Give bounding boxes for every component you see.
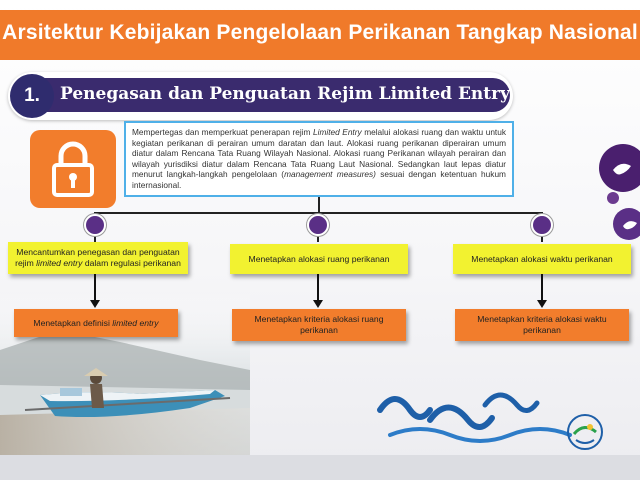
- description-emphasis-management: management measures): [284, 169, 376, 179]
- branch-left-yellow-text-end: dalam regulasi perikanan: [82, 258, 181, 268]
- fish-emblem-icon: [531, 214, 553, 236]
- branch-middle-orange-text: Menetapkan kriteria alokasi ruang perikanan: [254, 314, 384, 335]
- branch-left-orange-box: [14, 309, 178, 337]
- fish-emblem-icon: [307, 214, 329, 236]
- branch-middle-orange-box: [232, 309, 406, 341]
- page-title: Arsitektur Kebijakan Pengelolaan Perikanan Tangkap Nasional: [2, 21, 638, 44]
- description-text: Mempertegas dan memperkuat penerapan rejim: [132, 127, 313, 137]
- branch-middle-yellow-text: Menetapkan alokasi ruang perikanan: [248, 253, 390, 264]
- branch-left-orange-text: Menetapkan definisi: [33, 317, 113, 328]
- description-text-end: sesuai dengan ketentuan hukum internasional.: [132, 169, 506, 190]
- description-emphasis-limited-entry: Limited Entry: [313, 127, 362, 137]
- bottom-band: [0, 455, 640, 480]
- decorative-circles: [585, 140, 640, 240]
- description-box: [124, 121, 514, 197]
- section-number: 1.: [10, 74, 54, 118]
- branch-left-yellow-box: [8, 242, 188, 274]
- branch-right-yellow-box: [453, 244, 631, 274]
- branch-middle-yellow-box: [230, 244, 408, 274]
- branch-right-yellow-text: Menetapkan alokasi waktu perikanan: [471, 253, 613, 264]
- wave-decoration: [370, 380, 580, 450]
- branch-left-yellow-emphasis: limited entry: [36, 258, 83, 268]
- arrow-right: [537, 274, 547, 308]
- branch-left-orange-emphasis: limited entry: [112, 317, 159, 328]
- description-text-cont: melalui alokasi ruang dan waktu untuk kegiatan perikanan di perairan umum daratan dan laut. Alokasi ruang perikanan diperairan umum diatur dalam Rencana Tata Ruang Wilayah Nasional. Alokasi ruang Perikanan wilayah perairan dan wilayah yurisdiksi diatur dalam Rencana Tata Ruang Laut Nasional. Sedangkan laut lepas diatur menurut langkah-langkah pengelolaan (: [132, 127, 506, 179]
- fish-emblem-icon: [84, 214, 106, 236]
- arrow-middle: [313, 274, 323, 308]
- branch-right-orange-text: Menetapkan kriteria alokasi waktu perikanan: [477, 314, 607, 335]
- lock-icon: [30, 130, 116, 208]
- branch-right-orange-box: [455, 309, 629, 341]
- ministry-logo: [560, 410, 610, 454]
- arrow-left: [90, 274, 100, 308]
- section-title: Penegasan dan Penguatan Rejim Limited Entry: [60, 84, 510, 104]
- arrows: [0, 274, 640, 310]
- connector-stem: [318, 197, 320, 213]
- branch-left-yellow-text: Mencantumkan penegasan dan penguatan rejim: [15, 247, 180, 268]
- lock-icon-tile: [30, 130, 116, 208]
